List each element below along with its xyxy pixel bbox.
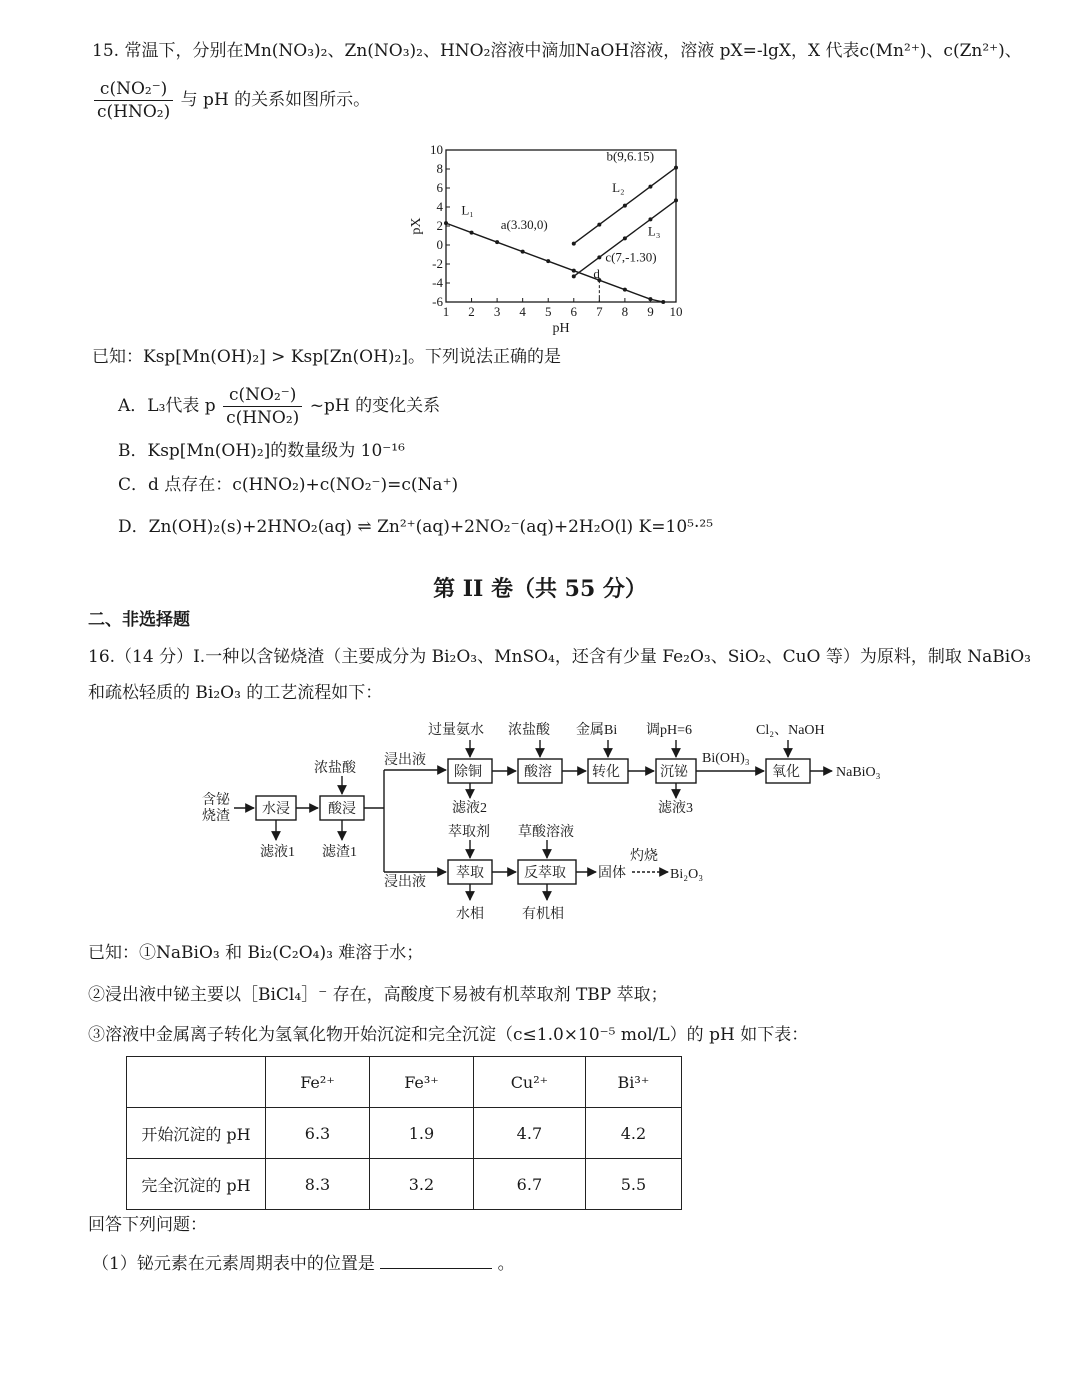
q15-option-a-frac-bottom: c(HNO₂) [226,408,300,428]
table-cell: 完全沉淀的 pH [127,1159,266,1210]
flow-box-cu-label: 除铜 [454,765,482,780]
q15-option-a-frac-top: c(NO₂⁻) [223,384,302,407]
series-1-point [661,300,665,304]
answer-q1-prefix: （1）铋元素在元素周期表中的位置是 [92,1254,375,1274]
answer-q1-suffix: 。 [497,1254,515,1274]
y-tick-label: -2 [432,256,443,271]
series-2-point [572,242,576,246]
table-cell: 5.5 [585,1159,681,1210]
flow-reagent-bi: 金属Bi [576,723,618,738]
flow-leach-bottom: 浸出液 [384,875,426,890]
x-tick-label: 1 [442,304,450,319]
answer-q1-blank[interactable] [380,1252,492,1269]
y-tick-label: 8 [436,161,443,176]
y-tick-label: 2 [436,218,443,233]
table-cell: 3.2 [369,1159,473,1210]
q15-frac-bottom: c(HNO₂) [97,102,171,122]
q15-option-a [118,384,440,429]
q15-known: 已知：Ksp[Mn(OH)₂] > Ksp[Zn(OH)₂]。下列说法正确的是 [92,347,561,367]
q16-stem-line2: 和疏松轻质的 Bi₂O₃ 的工艺流程如下： [88,683,383,703]
flow-product-nabio3: NaBiO₃ [836,765,881,780]
series-name-label: L₃ [647,223,661,239]
y-axis-label: pX [409,217,424,235]
x-tick-label: 4 [519,304,526,319]
flow-box-convert-label: 转化 [592,765,620,780]
flow-hcl-conc: 浓盐酸 [314,761,356,776]
flow-box-dissolve-label: 酸溶 [524,765,552,780]
series-1-point [648,297,652,301]
flow-box-acid-label: 酸浸 [328,802,356,817]
series-name-label: L₂ [612,179,625,195]
q15-option-c: C．d 点存在：c(HNO₂)+c(NO₂⁻)=c(Na⁺) [118,475,459,495]
x-tick-label: 2 [468,304,475,319]
table-cell: 6.7 [473,1159,585,1210]
y-tick-label: 0 [436,237,443,252]
series-1-point [546,259,550,263]
flow-box-precip-label: 沉铋 [660,765,688,780]
flow-start-2: 烧渣 [202,809,230,824]
table-cell: 1.9 [369,1108,473,1159]
table-cell: 开始沉淀的 pH [127,1108,266,1159]
y-tick-label: -6 [432,294,443,309]
series-1-point [495,240,499,244]
x-tick-label: 3 [493,304,501,319]
q15-stem-line1 [92,40,1022,62]
series-1-point [521,250,525,254]
flow-box-extract-label: 萃取 [456,866,484,881]
section-title: 第 II 卷（共 55 分） [433,576,647,602]
annotation-label: d [593,266,600,282]
series-3-point [648,217,652,221]
x-tick-label: 5 [544,304,552,319]
q15-fraction [94,78,173,123]
series-1-point [470,231,474,235]
annotation-label: a(3.30,0) [500,217,548,232]
flow-leach-top: 浸出液 [384,753,426,768]
flow-aqueous: 水相 [456,907,484,922]
series-2-point [623,204,627,208]
flow-reagent-ph: 调pH=6 [646,723,693,738]
flow-filtrate3: 滤液3 [658,801,693,816]
table-cell: 8.3 [266,1159,370,1210]
flow-reagent-hcl: 浓盐酸 [508,723,550,738]
flow-calcine: 灼烧 [630,849,658,864]
flow-filtrate1: 滤液1 [260,845,295,860]
table-header-cell: Fe²⁺ [266,1057,370,1108]
flow-bioh3: Bi(OH)₃ [702,751,750,766]
x-tick-label: 8 [621,304,629,319]
px-ph-chart [400,138,700,338]
answer-prompt: 回答下列问题： [88,1215,207,1235]
process-flow-diagram [190,712,910,932]
series-1-point [444,221,448,225]
q15-option-a-suffix: ~pH 的变化关系 [309,396,441,416]
q15-option-d: D．Zn(OH)₂(s)+2HNO₂(aq) ⇌ Zn²⁺(aq)+2NO₂⁻(aq)+2H₂O(l) K=10⁵·²⁵ [118,517,714,537]
series-1-point [572,269,576,273]
table-header-cell: Fe³⁺ [369,1057,473,1108]
flow-reagent-oxalic: 草酸溶液 [518,825,574,840]
y-tick-label: 6 [436,180,443,195]
known2-line3: ③溶液中金属离子转化为氢氧化物开始沉淀和完全沉淀（c≤1.0×10⁻⁵ mol/L）的 pH 如下表： [88,1025,809,1045]
table-header-row [127,1057,682,1108]
table-cell: 4.2 [585,1108,681,1159]
x-tick-label: 10 [669,304,683,319]
annotation-label: b(9,6.15) [606,148,655,164]
series-3-point [674,198,678,202]
q15-option-a-prefix: A．L₃代表 p [118,396,216,416]
q15-stem-line2 [92,78,370,123]
known2-line2: ②浸出液中铋主要以［BiCl₄］⁻ 存在，高酸度下易被有机萃取剂 TBP 萃取； [88,985,668,1005]
annotation-label: c(7,-1.30) [605,249,657,265]
flow-filtrate2: 滤液2 [452,801,487,816]
y-tick-label: -4 [432,275,443,290]
series-1-point [623,288,627,292]
series-3-point [572,274,576,278]
x-tick-label: 6 [570,304,578,319]
flow-box-backextract-label: 反萃取 [524,866,566,881]
table-cell: 6.3 [266,1108,370,1159]
table-header-cell: Bi³⁺ [585,1057,681,1108]
flow-box-oxid-label: 氧化 [772,765,800,780]
q15-option-b: B．Ksp[Mn(OH)₂]的数量级为 10⁻¹⁶ [118,441,405,461]
series-2-point [648,185,652,189]
x-tick-label: 7 [596,304,603,319]
x-axis-label: pH [552,321,570,336]
answer-q1 [92,1252,515,1275]
series-2-point [597,223,601,227]
series-3-point [623,236,627,240]
y-tick-label: 10 [430,142,443,157]
table-header-cell: Cu²⁺ [473,1057,585,1108]
q15-stem-part2: 与 pH 的关系如图所示。 [180,90,371,110]
table-row [127,1159,682,1210]
series-3-point [597,255,601,259]
known2-line1: 已知：①NaBiO₃ 和 Bi₂(C₂O₄)₃ 难溶于水； [88,943,424,963]
x-tick-label: 9 [647,304,654,319]
table-cell: 4.7 [473,1108,585,1159]
flow-product-bi2o3: Bi₂O₃ [670,867,704,882]
ph-table [126,1056,682,1210]
flow-reagent-extractant: 萃取剂 [448,825,490,840]
chart-plot-layer [409,142,683,336]
series-name-label: L₁ [461,202,474,218]
flow-residue1: 滤渣1 [322,845,357,860]
flow-start-1: 含铋 [202,793,230,808]
q15-option-a-fraction [223,384,302,429]
flow-solid: 固体 [598,866,626,881]
flow-reagent-ammonia: 过量氨水 [428,723,484,738]
y-tick-label: 4 [436,199,443,214]
section-heading: 二、非选择题 [88,610,190,630]
flow-reagent-cl2: Cl₂、NaOH [756,723,825,738]
flow-organic: 有机相 [522,907,564,922]
table-row [127,1108,682,1159]
q15-stem-part1: 15. 常温下，分别在Mn(NO₃)₂、Zn(NO₃)₂、HNO₂溶液中滴加NaOH溶液，溶液 pX=-lgX，X 代表c(Mn²⁺)、c(Zn²⁺)、 [92,41,1022,61]
series-2-point [674,166,678,170]
flow-box-water-label: 水浸 [262,802,290,817]
q16-stem-line1: 16.（14 分）I.一种以含铋烧渣（主要成分为 Bi₂O₃、MnSO₄，还含有少量 Fe₂O₃、SiO₂、CuO 等）为原料，制取 NaBiO₃ [88,647,1031,667]
q15-frac-top: c(NO₂⁻) [94,78,173,101]
table-header-cell [127,1057,266,1108]
